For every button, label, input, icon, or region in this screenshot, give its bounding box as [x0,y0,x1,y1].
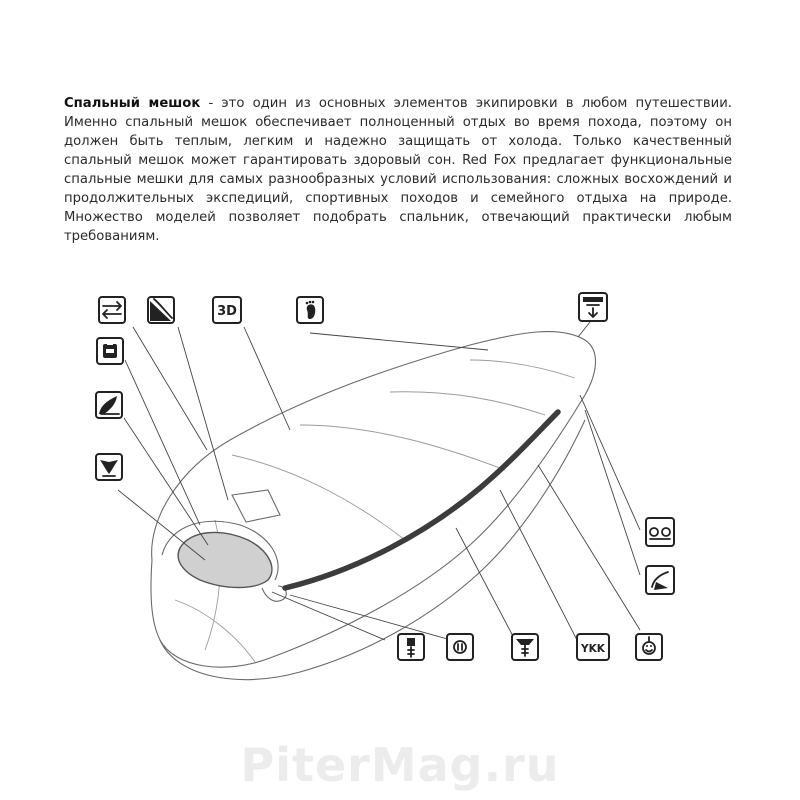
ykk-icon [577,634,609,660]
three-d-icon [213,297,241,323]
footbox-icon [297,297,323,323]
inner-pocket [232,490,280,522]
intro-term: Спальный мешок [64,96,201,111]
anti-snag-zipper-icon [512,634,538,660]
zipper-slider-icon [398,634,424,660]
anatomic-foot-icon [646,566,674,594]
fabric-icon [148,297,174,323]
compatibility-icon [646,518,674,546]
bag-seam [300,425,505,470]
bag-seam [390,392,545,415]
weight-icon [97,338,123,364]
filling-icon [96,392,122,418]
bag-seam [232,455,405,540]
double-slider-icon [447,634,473,660]
three-d-label: 3D [217,304,237,319]
bag-outline [151,332,596,668]
ykk-label: YKK [581,643,605,655]
leader-lines [118,322,640,640]
watermark: PiterMag.ru [240,738,560,792]
sleeping-bag [151,332,596,680]
zipper [285,412,558,588]
intro-text: - это один из основных элементов экипировки в любом путешествии. Именно спальный мешок обеспечивает полноценный отдых во время похода, поэтому он должен быть теплым, легким и надежно защищать от холода. Только качественный спальный мешок может гарантировать здоровый сон. Red Fox предлагает функциональные спальные мешки для самых разнообразных условий использования: сложных восхождений и продолжительных экспедиций, спортивных походов и семейного отдыха на природе. Множество моделей позволяет подобрать спальник, отвечающий практически любым требованиям. [64,96,732,244]
hood-temperature-icon [579,293,607,321]
draft-collar-icon [96,454,122,480]
bag-seam [470,360,575,378]
bag-seam [175,600,255,662]
compression-icon [99,297,125,323]
hood-opening [178,532,272,587]
comfort-pull-icon [636,634,662,660]
